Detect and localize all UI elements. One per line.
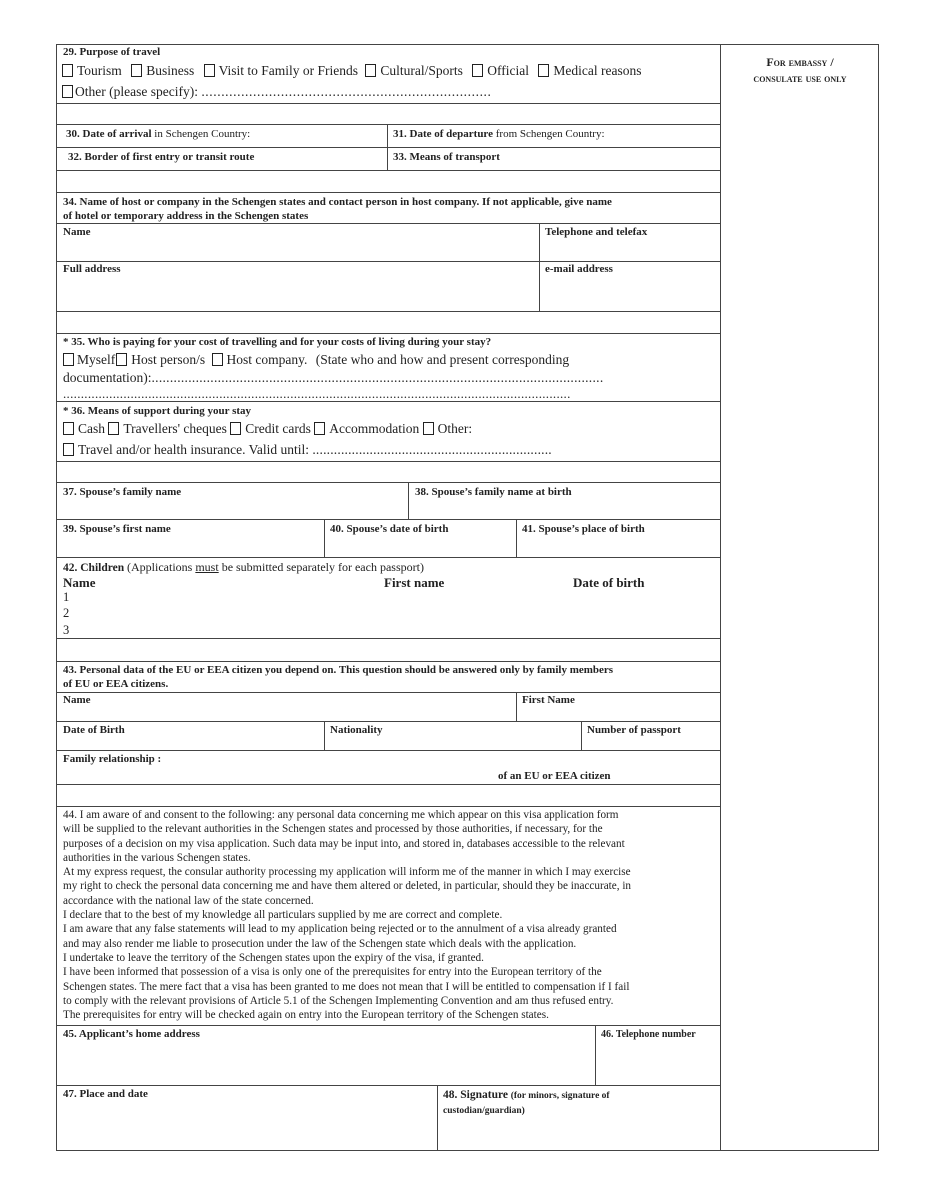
q45-label: 45. Applicant’s home address [63, 1028, 200, 1040]
q43-dob-label: Date of Birth [63, 724, 125, 736]
q35-options [63, 352, 569, 368]
embassy-label-line1: For embassy / [766, 55, 834, 69]
embassy-column-divider [720, 44, 721, 1151]
q43-nationality-label: Nationality [330, 724, 383, 736]
q43-passport-label: Number of passport [587, 724, 681, 736]
cash-label: Cash [78, 421, 105, 436]
embassy-use-box [722, 54, 878, 86]
official-checkbox[interactable] [472, 64, 483, 77]
q44-declaration: 44. I am aware of and consent to the following: any personal data concerning me which appear on this visa application form will be supplied to the relevant authorities in the Schengen states and processed by those authorities, if necessary, for the purposes of a decision on my visa application. Such data may be input into, and stored in, databases accessible to the relevant authorities in the various Schengen states. At my express request, the consular authority processing my application will inform me of the manner in which I may exercise my right to check the personal data concerning me and have them altered or deleted, in particular, should they be inaccurate, in accordance with the national law of the state concerned. I declare that to the best of my knowledge all particulars supplied by me are correct and complete. I am aware that any false statements will lead to my application being rejected or to the annulment of a visa already granted and may also render me liable to prosecution under the law of the Schengen state which deals with the application. I undertake to leave the territory of the Schengen states upon the expiry of the visa, if granted. I have been informed that possession of a visa is only one of the prerequisites for entry into the European territory of the Schengen states. The mere fact that a visa has been granted to me does not mean that I will be entitled to compensation if I fail to comply with the relevant provisions of Article 5.1 of the Schengen Implementing Convention and am thus refused entry. The prerequisites for entry will be checked again on entry into the European territory of the Schengen states. [63, 809, 632, 1022]
q39-label: 39. Spouse’s first name [63, 523, 171, 535]
q48-label: 48. Signature (for minors, signature of custodian/guardian) [443, 1089, 610, 1116]
credit-cards-label: Credit cards [245, 421, 311, 436]
travellers-cheques-label: Travellers' cheques [123, 421, 227, 436]
q34-name-label: Name [63, 226, 91, 238]
q43-relationship-label: Family relationship : [63, 753, 162, 765]
business-label: Business [146, 63, 195, 78]
q32-label: 32. Border of first entry or transit route [68, 151, 255, 163]
q35-note: (State who and how and present corresponding [315, 352, 570, 367]
q43-label-line1: 43. Personal data of the EU or EEA citizen you depend on. This question should be answered only by family members [63, 664, 614, 676]
tourism-label: Tourism [77, 63, 122, 78]
visit-family-label: Visit to Family or Friends [218, 63, 359, 78]
accommodation-label: Accommodation [329, 421, 420, 436]
other-purpose-label: Other (please specify): [75, 84, 198, 99]
q46-label: 46. Telephone number [601, 1029, 696, 1040]
host-company-label: Host company. [226, 352, 308, 367]
q47-label: 47. Place and date [63, 1088, 148, 1100]
tourism-checkbox[interactable] [62, 64, 73, 77]
accommodation-checkbox[interactable] [314, 422, 325, 435]
q36-options [63, 421, 472, 437]
q41-label: 41. Spouse’s place of birth [522, 523, 645, 535]
q43-label-line2: of EU or EEA citizens. [63, 678, 169, 690]
host-company-checkbox[interactable] [212, 353, 223, 366]
q35-documentation-field-2[interactable]: ............................................................................................................................................... [63, 386, 571, 401]
q38-label: 38. Spouse’s family name at birth [415, 486, 572, 498]
q43-first-name-label: First Name [522, 694, 575, 706]
q29-other-row [62, 84, 492, 100]
insurance-checkbox[interactable] [63, 443, 74, 456]
other-purpose-field[interactable]: ......................................................................... [201, 84, 492, 99]
q42-label: 42. Children (Applications must be submitted separately for each passport) [63, 560, 424, 574]
other-support-checkbox[interactable] [423, 422, 434, 435]
q29-options [62, 63, 642, 79]
q42-col-name: Name [63, 575, 96, 590]
q36-insurance-row [63, 442, 552, 458]
q35-documentation-label: documentation): [63, 370, 152, 385]
cash-checkbox[interactable] [63, 422, 74, 435]
business-checkbox[interactable] [131, 64, 142, 77]
q34-label-line1: 34. Name of host or company in the Schengen states and contact person in host company. If not applicable, give name [63, 196, 612, 208]
q35-label: * 35. Who is paying for your cost of travelling and for your costs of living during your stay? [63, 336, 492, 348]
q42-col-first-name: First name [384, 575, 445, 590]
q43-name-label: Name [63, 694, 91, 706]
q34-telephone-label: Telephone and telefax [545, 226, 648, 238]
insurance-label: Travel and/or health insurance. Valid until: [78, 442, 309, 457]
insurance-valid-until-field[interactable]: ................................................................... [312, 442, 552, 457]
medical-reasons-checkbox[interactable] [538, 64, 549, 77]
embassy-label-line2: consulate use only [753, 71, 847, 85]
child-row-3: 3 [63, 623, 70, 637]
other-support-label: Other: [437, 421, 473, 436]
q34-email-label: e-mail address [545, 263, 613, 275]
q30-label: 30. Date of arrival in Schengen Country: [66, 128, 251, 140]
child-row-2: 2 [63, 606, 70, 620]
child-row-1: 1 [63, 590, 70, 604]
other-purpose-checkbox[interactable] [62, 85, 73, 98]
q29-label: 29. Purpose of travel [63, 46, 161, 58]
cultural-sports-checkbox[interactable] [365, 64, 376, 77]
q34-full-address-label: Full address [63, 263, 121, 275]
host-person-label: Host person/s [131, 352, 206, 367]
q43-of-citizen-label: of an EU or EEA citizen [498, 770, 611, 782]
host-person-checkbox[interactable] [116, 353, 127, 366]
medical-reasons-label: Medical reasons [553, 63, 642, 78]
official-label: Official [487, 63, 530, 78]
visit-family-checkbox[interactable] [204, 64, 215, 77]
q36-label: * 36. Means of support during your stay [63, 405, 252, 417]
q42-col-dob: Date of birth [573, 575, 645, 590]
travellers-cheques-checkbox[interactable] [108, 422, 119, 435]
q35-documentation-field[interactable]: ........................................................................................................................... [151, 370, 604, 385]
q34-label-line2: of hotel or temporary address in the Schengen states [63, 210, 309, 222]
credit-cards-checkbox[interactable] [230, 422, 241, 435]
myself-label: Myself [77, 352, 116, 367]
q35-documentation-row [63, 370, 604, 386]
cultural-sports-label: Cultural/Sports [380, 63, 463, 78]
q37-label: 37. Spouse’s family name [63, 486, 182, 498]
q40-label: 40. Spouse’s date of birth [330, 523, 449, 535]
myself-checkbox[interactable] [63, 353, 74, 366]
q31-label: 31. Date of departure from Schengen Country: [393, 128, 605, 140]
q33-label: 33. Means of transport [393, 151, 500, 163]
